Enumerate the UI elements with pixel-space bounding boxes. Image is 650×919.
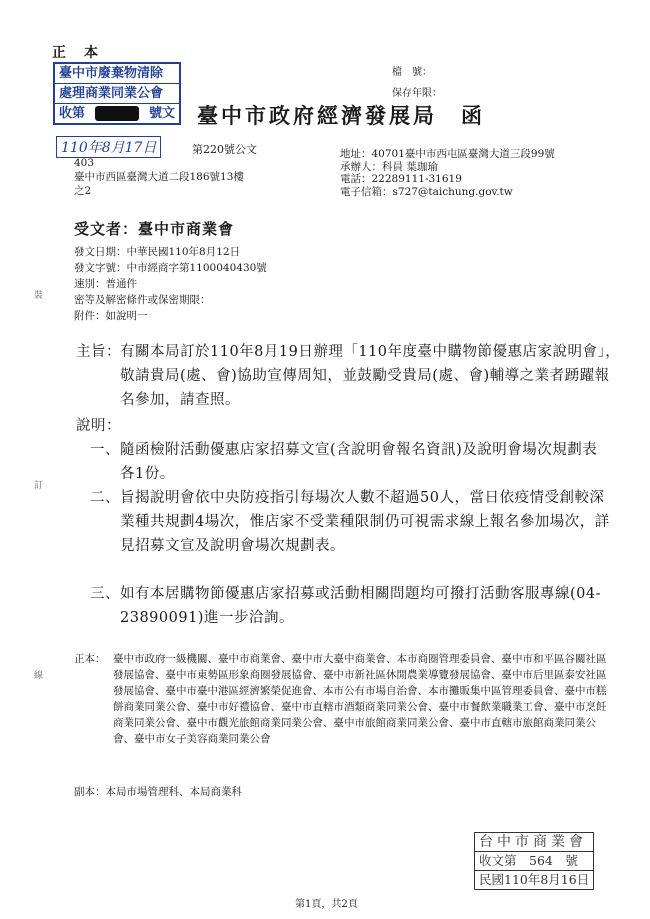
address-line-2: 之2: [74, 185, 92, 197]
recipient-line: 受文者：臺中市商業會: [74, 220, 235, 238]
item-number: 一、: [90, 442, 120, 458]
binding-mark-ding: 訂: [34, 481, 44, 491]
document-title: 臺中市政府經濟發展局 函: [197, 103, 485, 128]
subject-label: 主旨：: [76, 344, 121, 360]
subject-paragraph: [76, 340, 624, 412]
officer-name: 承辦人：科員 葉珈瑜: [340, 160, 438, 173]
stamp2-receipt-number: 收文第 564 號: [475, 852, 593, 871]
dispatch-date: 發文日期：中華民國110年8月12日: [74, 246, 241, 258]
original-copy-mark: 正本: [52, 45, 116, 61]
copy-recipients-text: 本局市場管理科、本局商業科: [105, 786, 242, 798]
copy-recipients-label: 副本：: [74, 786, 106, 798]
original-recipients-text: 臺中市政府一級機關、臺中市商業會、臺中市大臺中商業會、本市商圈管理委員會、臺中市和平區谷關社區發展協會、臺中市東勢區形象商圈發展協會、臺中市新社區休閒農業導覽發展協會、臺中市后里區泰安社區發展協會、臺中市臺中港區經濟繁榮促進會、本市公有市場自治會、本市攤販集中區管理委員會、臺中市糕餅商業同業公會、臺中市好禮協會、臺中市直轄市酒類商業同業公會、臺中市餐飲業職業工會、臺中市烹飪商業同業公會、臺中市觀光旅館商業同業公會、臺中市旅館商業同業公會、臺中市直轄市旅館商業同業公會、臺中市女子美容商業同業公會: [113, 653, 607, 745]
copy-recipients: [74, 784, 242, 800]
dispatch-number: 發文字號：中市經商字第1100040430號: [74, 262, 267, 274]
keep-period-label: 保存年限：: [392, 88, 442, 99]
dispatch-meta: [74, 244, 267, 324]
item-text: 旨揭說明會依中央防疫指引每場次人數不超過50人，當日依疫情受創較深業種共規劃4場次，惟店家不受業種限制仍可視需求線上報名參加場次，詳見招募文宣及說明會場次規劃表。: [120, 490, 610, 554]
original-recipients-label: 正本：: [74, 653, 106, 665]
binding-mark-xian: 線: [34, 671, 44, 681]
officer-phone: 電話：22289111-31619: [340, 173, 462, 185]
binding-mark-zhuang: 裝: [34, 291, 44, 301]
subject-text: 有關本局訂於110年8月19日辦理「110年度臺中購物節優惠店家說明會」，敬請貴局(處、會)協助宣傳周知，並鼓勵受貴局(處、會)輔導之業者踴躍報名參加，請查照。: [120, 344, 621, 408]
secrecy-level: 密等及解密條件或保密期限：: [74, 294, 211, 306]
explanation-item-3: [90, 582, 610, 630]
item-text: 隨函檢附活動優惠店家招募文宣(含說明會報名資訊)及說明會場次規劃表各1份。: [120, 442, 598, 482]
item-number: 三、: [90, 586, 120, 602]
attachment-note: 附件：如說明一: [74, 310, 148, 322]
office-address: 地址：40701臺中市西屯區臺灣大道三段99號: [340, 148, 555, 160]
stamp-receipt-prefix: 收第: [59, 106, 86, 121]
stamp-receipt-line: [55, 104, 179, 123]
explanation-item-1: [90, 438, 610, 486]
dispatch-speed: 速別：普通件: [74, 278, 137, 290]
contact-info: [340, 148, 610, 198]
document-number-note: 第220號公文: [192, 143, 257, 156]
zip-code: 403: [74, 157, 95, 169]
commerce-association-receipt-stamp: [474, 832, 594, 890]
stamp-receipt-suffix: 號文: [148, 106, 175, 121]
item-number: 二、: [90, 490, 120, 506]
recipient-mailing-address: [74, 156, 314, 198]
explanation-item-2: [90, 486, 610, 558]
explanation-label: 說明：: [76, 418, 121, 434]
stamp2-name: 台中市商業會: [475, 833, 593, 852]
officer-email: 電子信箱：s727@taichung.gov.tw: [340, 185, 513, 198]
original-recipients: [74, 651, 614, 747]
association-receipt-stamp: [53, 62, 181, 125]
stamp-line-2: 處理商業同業公會: [55, 84, 179, 104]
address-line-1: 臺中市西區臺灣大道二段186號13樓: [74, 171, 244, 183]
file-number-label: 檔 號：: [392, 67, 432, 78]
redacted-number: [95, 106, 139, 121]
archive-info: [392, 63, 442, 105]
handwritten-receipt-date: 110年8月17日: [56, 136, 161, 158]
item-text: 如有本居購物節優惠店家招募或活動相關問題均可撥打活動客服專線(04-23890091)進一步洽詢。: [120, 586, 602, 626]
stamp-line-1: 臺中市廢棄物清除: [55, 64, 179, 84]
page-number: 第1頁，共2頁: [295, 899, 358, 910]
stamp2-date: 民國110年8月16日: [479, 872, 590, 887]
